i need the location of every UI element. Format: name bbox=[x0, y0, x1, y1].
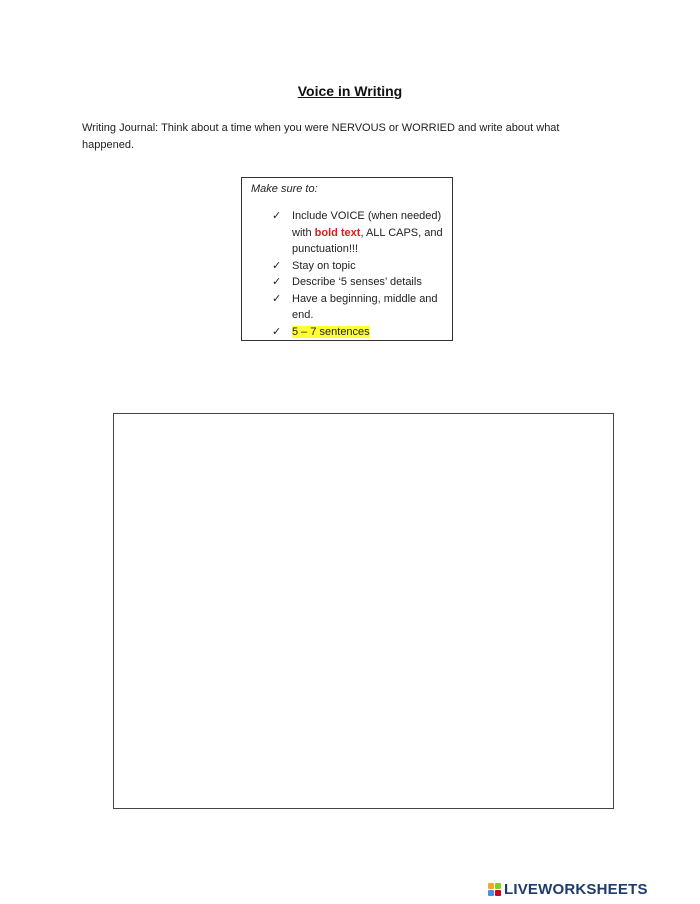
checklist-box bbox=[241, 177, 453, 341]
logo-block bbox=[495, 883, 501, 889]
logo-text: LIVEWORKSHEETS bbox=[504, 880, 648, 898]
checkmark-icon: ✓ bbox=[272, 292, 282, 305]
answer-textbox[interactable] bbox=[113, 413, 614, 809]
writing-prompt: Writing Journal: Think about a time when you were NERVOUS or WORRIED and write about what happened. bbox=[82, 122, 560, 151]
liveworksheets-logo bbox=[488, 879, 648, 899]
highlighted-text: 5 – 7 sentences bbox=[292, 325, 370, 338]
item-text: , ALL CAPS, and punctuation!!! bbox=[292, 226, 443, 255]
checkmark-icon: ✓ bbox=[272, 259, 282, 272]
item-text: Describe ‘5 senses’ details bbox=[292, 276, 422, 288]
checkmark-icon: ✓ bbox=[272, 276, 282, 288]
checklist-item-voice bbox=[272, 208, 448, 258]
logo-block bbox=[495, 890, 501, 896]
logo-block bbox=[488, 890, 494, 896]
item-text: Include VOICE (when needed) with bbox=[292, 210, 442, 239]
item-text: Stay on topic bbox=[292, 259, 356, 272]
checklist-item-length bbox=[272, 324, 448, 341]
checklist-items bbox=[272, 208, 448, 340]
logo-block bbox=[488, 883, 494, 889]
item-text: Have a beginning, middle and end. bbox=[292, 292, 438, 321]
checklist-heading: Make sure to: bbox=[251, 183, 318, 195]
checkmark-icon: ✓ bbox=[272, 210, 282, 222]
page-title: Voice in Writing bbox=[297, 83, 403, 99]
checklist-item-structure bbox=[272, 291, 448, 324]
checklist-item-senses bbox=[272, 274, 448, 291]
logo-blocks-icon bbox=[488, 883, 501, 896]
bold-text-example: bold text bbox=[314, 226, 361, 239]
checklist-item-topic bbox=[272, 258, 448, 275]
checkmark-icon: ✓ bbox=[272, 325, 282, 338]
